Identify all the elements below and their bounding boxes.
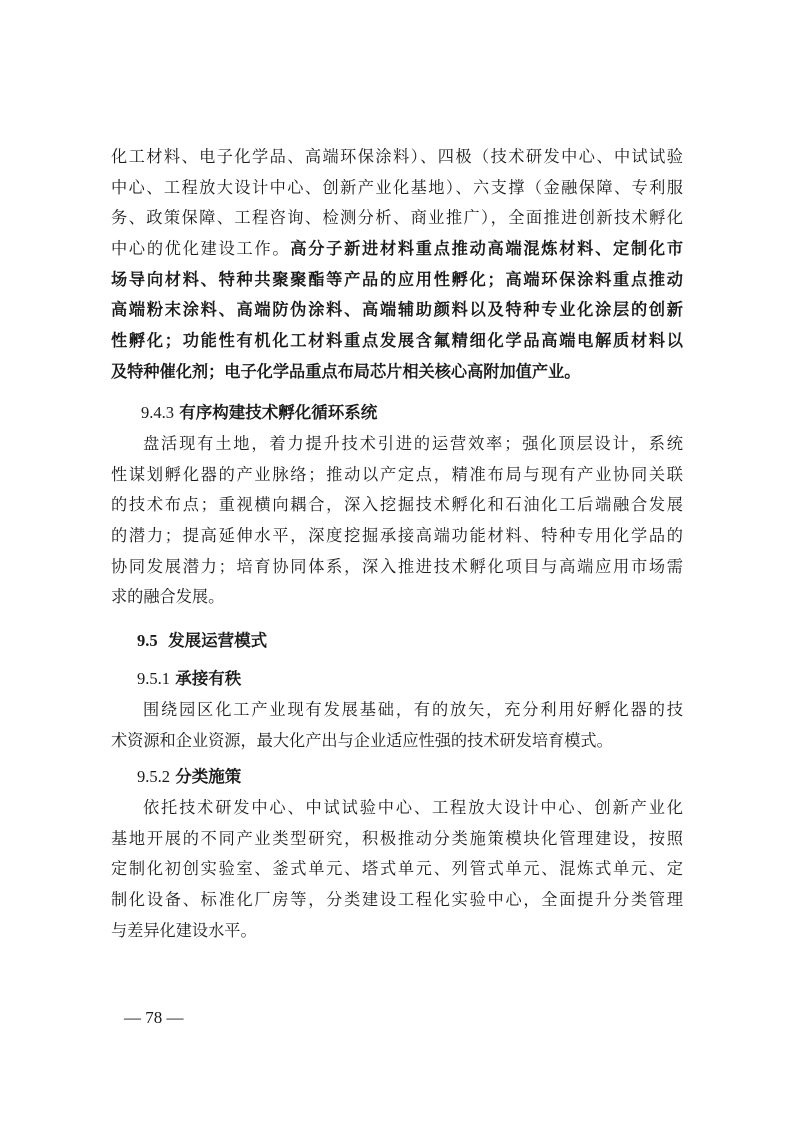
text-run: 务、政策保障、工程咨询、检测分析、商业推广），全面推进创新技术孵化 xyxy=(111,208,683,228)
text-line: 定制化初创实验室、釜式单元、塔式单元、列管式单元、混炼式单元、定 xyxy=(111,859,683,879)
section-title: 承接有秩 xyxy=(175,669,242,688)
text-line: 性谋划孵化器的产业脉络；推动以产定点，精准布局与现有产业协同关联 xyxy=(111,464,683,484)
section-title: 发展运营模式 xyxy=(168,631,268,650)
text-line: 术资源和企业资源，最大化产出与企业适应性强的技术研发培育模式。 xyxy=(111,730,613,750)
text-line: 制化设备、标准化厂房等，分类建设工程化实验中心，全面提升分类管理 xyxy=(111,890,683,910)
section-number: 9.5.1 xyxy=(137,669,170,688)
bold-text-run: 场导向材料、特种共聚聚酯等产品的应用性孵化；高端环保涂料重点推动 xyxy=(111,269,683,289)
text-line: 求的融合发展。 xyxy=(111,587,225,607)
text-line xyxy=(111,234,683,265)
text-run: 中心、工程放大设计中心、创新产业化基地）、六支撑（金融保障、专利服 xyxy=(111,177,683,197)
section-number: 9.4.3 xyxy=(141,403,174,422)
paragraph-incubation-cycle xyxy=(111,429,683,613)
text-line: 与差异化建设水平。 xyxy=(111,920,257,940)
section-number: 9.5 xyxy=(137,631,158,650)
bold-text-run: 性孵化；功能性有机化工材料重点发展含氟精细化学品高端电解质材料以 xyxy=(111,331,683,351)
section-heading-9-5-2 xyxy=(137,765,241,789)
bold-text-run: 高分子新进材料重点推动高端混炼材料、定制化市 xyxy=(290,239,684,259)
text-line: 依托技术研发中心、中试试验中心、工程放大设计中心、创新产业化 xyxy=(143,798,683,817)
text-run: 化工材料、电子化学品、高端环保涂料）、四极（技术研发中心、中试试验 xyxy=(111,147,683,166)
paragraph-classified-policy xyxy=(111,793,683,946)
section-heading-9-5-1 xyxy=(137,667,241,691)
text-line xyxy=(111,203,683,234)
bold-text-run: 及特种催化剂；电子化学品重点布局芯片相关核心高附加值产业。 xyxy=(111,361,581,381)
text-line xyxy=(111,173,683,204)
section-title: 有序构建技术孵化循环系统 xyxy=(179,403,378,422)
text-line xyxy=(111,357,683,388)
text-line xyxy=(111,265,683,296)
bold-text-run: 高端粉末涂料、高端防伪涂料、高端辅助颜料以及特种专业化涂层的创新 xyxy=(111,300,683,320)
text-line: 协同发展潜力；培育协同体系，深入推进技术孵化项目与高端应用市场需 xyxy=(111,556,683,576)
paragraph-continuation xyxy=(111,142,683,388)
text-line: 的潜力；提高延伸水平，深度挖掘承接高端功能材料、特种专用化学品的 xyxy=(111,526,683,546)
page-number: — 78 — xyxy=(124,1008,184,1027)
text-line xyxy=(111,295,683,326)
paragraph-orderly-undertaking xyxy=(111,695,683,756)
text-line xyxy=(111,326,683,357)
text-run: 中心的优化建设工作。 xyxy=(111,239,291,259)
text-line: 围绕园区化工产业现有发展基础，有的放矢，充分利用好孵化器的技 xyxy=(143,700,683,719)
section-heading-9-4-3 xyxy=(141,401,377,425)
text-line: 的技术布点；重视横向耦合，深入挖掘技术孵化和石油化工后端融合发展 xyxy=(111,495,683,515)
section-number: 9.5.2 xyxy=(137,767,170,786)
text-line xyxy=(111,142,683,173)
text-line: 基地开展的不同产业类型研究，积极推动分类施策模块化管理建设，按照 xyxy=(111,828,683,848)
section-title: 分类施策 xyxy=(175,767,242,786)
text-line: 盘活现有土地，着力提升技术引进的运营效率；强化顶层设计，系统 xyxy=(143,434,683,453)
section-heading-9-5 xyxy=(137,629,267,653)
